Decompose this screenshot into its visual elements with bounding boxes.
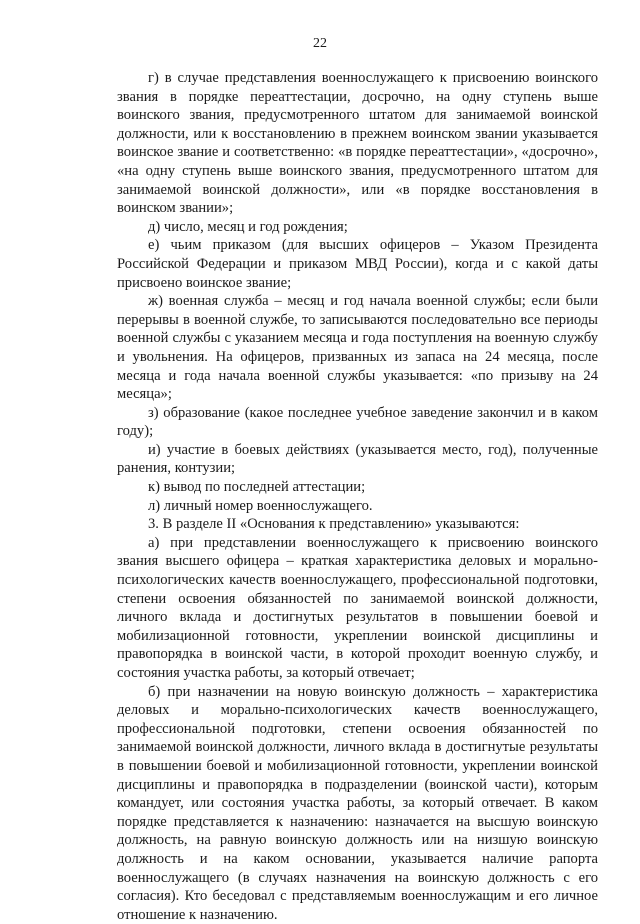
page-number: 22 [313,36,327,51]
section-3-heading: 3. В разделе II «Основания к представлению» указываются: [148,516,520,533]
paragraph-zh: ж) военная служба – месяц и год начала военной службы; если были перерывы в военной службе, то записываются последовательно все периоды военной службы с указанием месяца и года поступления на военную службу и увольнения. На офицеров, призванных из запаса на 24 месяца, после месяца и года начала военной службы указывается: «по призыву на 24 месяца»; [117,293,598,403]
paragraph-a: а) при представлении военнослужащего к присвоению воинского звания высшего офицера – краткая характеристика деловых и морально-психологических качеств военнослужащего, профессиональной подготовки, степени освоения обязанностей по занимаемой воинской должности, личного вклада и достигнутых результатов в повышении боевой и мобилизационной готовности, укреплении воинской дисциплины и правопорядка в воинской части, в которой проходит военную службу, и состояния участка работы, за который отвечает; [117,534,598,681]
paragraph-e: е) чьим приказом (для высших офицеров – Указом Президента Российской Федерации и приказом МВД России), когда и с какой даты присвоено воинское звание; [117,237,598,291]
paragraph-k: к) вывод по последней аттестации; [148,479,366,496]
paragraph-d: д) число, месяц и год рождения; [148,218,348,235]
document-body [117,69,598,924]
paragraph-b: б) при назначении на новую воинскую должность – характеристика деловых и морально-психологических качеств военнослужащего, профессиональной подготовки, степени освоения обязанностей по занимаемой воинской должности, личного вклада в достигнутые результаты в повышении боевой и мобилизационной готовности, укреплении воинской дисциплины и правопорядка в подразделении (воинской части), которым командует, или состояния участка работы, за который отвечает. В каком порядке представляется к назначению: назначается на высшую воинскую должность, на равную воинскую должность или на низшую воинскую должность и на каком основании, указывается наличие рапорта военнослужащего (в случаях назначения на воинскую должность с его согласия). Кто беседовал с представляемым военнослужащим и его личное отношение к назначению. [117,683,598,923]
paragraph-z: з) образование (какое последнее учебное заведение закончил и в каком году); [117,404,598,440]
paragraph-l: л) личный номер военнослужащего. [148,497,373,514]
paragraph-i: и) участие в боевых действиях (указывается место, год), полученные ранения, контузии; [117,441,598,477]
paragraph-g: г) в случае представления военнослужащего к присвоению воинского звания в порядке переаттестации, досрочно, на одну ступень выше воинского звания, предусмотренного штатом для занимаемой воинской должности, или к восстановлению в прежнем воинском звании указывается воинское звание и соответственно: «в порядке переаттестации», «досрочно», «на одну ступень выше воинского звания, предусмотренного штатом для занимаемой воинской должности», или «в порядке восстановления в воинском звании»; [117,70,598,217]
